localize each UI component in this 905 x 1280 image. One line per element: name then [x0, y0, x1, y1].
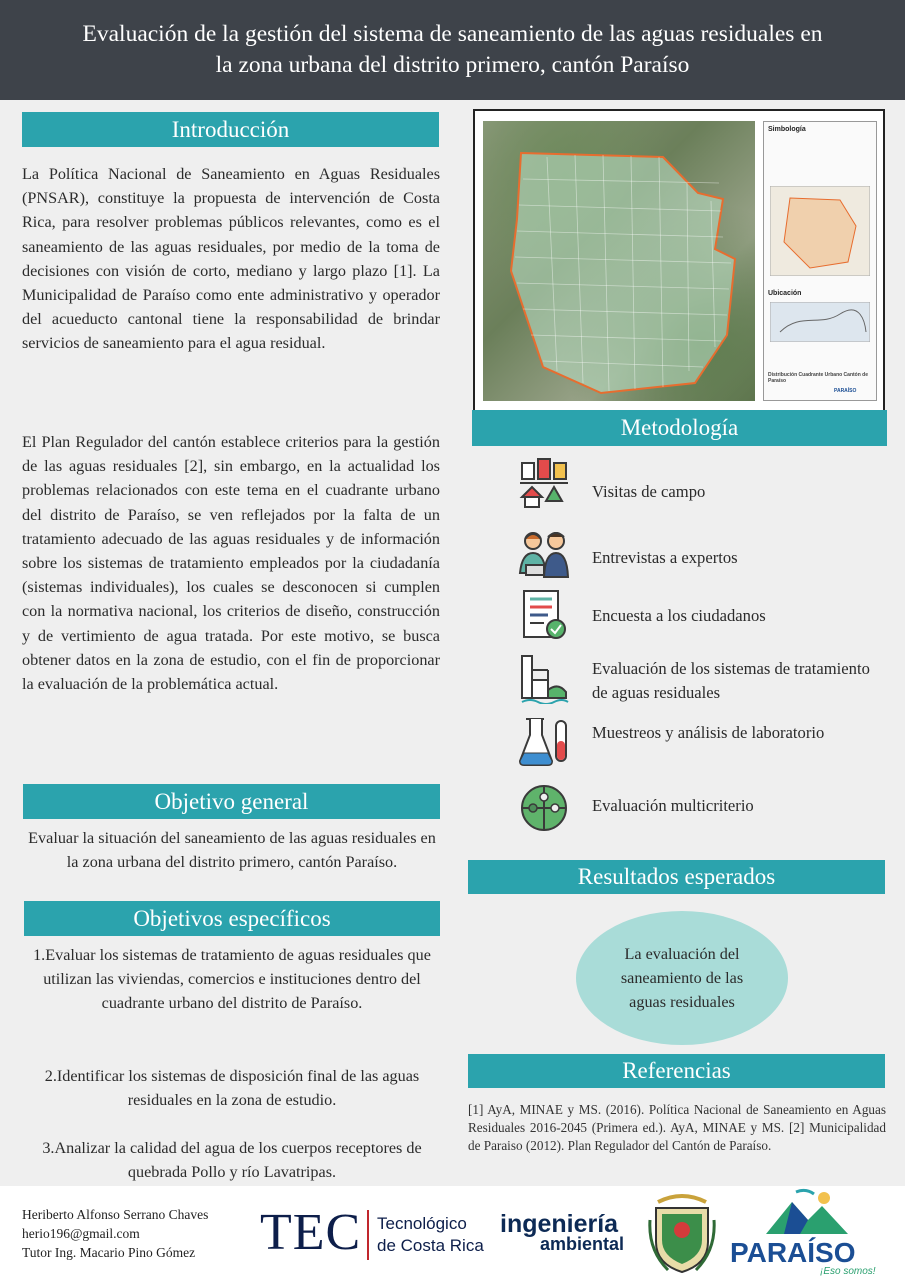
tutor-name: Tutor Ing. Macario Pino Gómez: [22, 1245, 196, 1260]
tec-logo-divider: [367, 1210, 369, 1260]
methodology-item-2: Entrevistas a expertos: [592, 548, 738, 567]
methodology-item-4: Evaluación de los sistemas de tratamiento de aguas residuales: [592, 659, 870, 702]
paraiso-slogan: ¡Eso somos!: [820, 1266, 876, 1277]
tec-logo: TEC: [260, 1204, 362, 1261]
title-line-2: la zona urbana del distrito primero, cantón Paraíso: [215, 52, 690, 78]
methodology-item-6: Evaluación multicriterio: [592, 796, 754, 815]
ingenieria-logo-line-2: ambiental: [540, 1234, 625, 1254]
puzzle-globe-icon: [518, 782, 570, 834]
results-heading: Resultados esperados: [468, 860, 885, 894]
inset-map: [770, 186, 870, 276]
satellite-map-image: [483, 121, 755, 401]
specific-objective-3: 3.Analizar la calidad del agua de los cuerpos receptores de quebrada Pollo y río Lavatripas.: [42, 1139, 422, 1182]
author-name: Heriberto Alfonso Serrano Chaves: [22, 1207, 209, 1222]
study-area-map: [473, 109, 885, 413]
legend-brand: PARAÍSO: [834, 388, 857, 394]
location-map: [770, 302, 870, 342]
map-legend: [763, 121, 877, 401]
paraiso-coat-of-arms-icon: [648, 1190, 716, 1276]
interview-icon: [518, 527, 570, 579]
intro-paragraph-2: El Plan Regulador del cantón establece criterios para la gestión de las aguas residuales [2], sin embargo, en la actualidad los problemas relacionados con este tema en el cuadrante urbano del distrito de Paraíso, se ven reflejados por la falta de un tratamiento adecuado de las aguas residuales y de información sobre los sistemas de tratamiento empleados por la ciudadanía (sistemas individuales), los cuales se desconocen si cumplen con la normativa nacional, los criterios de diseño, construcción y de vertimiento de agua tratada. Por este motivo, se busca obtener datos en la zona de estudio, con el fin de proporcionar la evaluación de la problemática actual.: [22, 433, 440, 694]
methodology-heading: Metodología: [472, 410, 887, 446]
methodology-item-3: Encuesta a los ciudadanos: [592, 606, 766, 625]
tec-name-line-1: Tecnológico: [377, 1214, 467, 1233]
methodology-item-1: Visitas de campo: [592, 482, 706, 501]
lab-flask-icon: [518, 715, 570, 767]
title-line-1: Evaluación de la gestión del sistema de saneamiento de las aguas residuales en: [82, 21, 823, 47]
treatment-plant-icon: [518, 652, 570, 704]
survey-icon: [518, 589, 570, 641]
legend-footer: Distribución Cuadrante Urbano Cantón de Paraíso: [768, 372, 869, 384]
tec-name-line-2: de Costa Rica: [377, 1236, 484, 1255]
specific-objective-1: 1.Evaluar los sistemas de tratamiento de aguas residuales que utilizan las viviendas, comercios e instituciones dentro del cuadrante urbano del distrito de Paraíso.: [33, 946, 431, 1013]
poster-title: [0, 0, 905, 100]
references-heading: Referencias: [468, 1054, 885, 1088]
paraiso-logo-icon: [762, 1188, 852, 1238]
intro-paragraph-1: La Política Nacional de Saneamiento en Aguas Residuales (PNSAR), constituye la propuesta de intervención de Costa Rica, para resolver problemas públicos relevantes, como es el saneamiento de las aguas residuales, por medio de la toma de decisiones con visión de corto, mediano y largo plazo [1]. La Municipalidad de Paraíso como ente administrativo y operador del acueducto cantonal tiene la responsabilidad de brindar servicios de saneamiento para el agua residual.: [22, 165, 440, 353]
specific-objective-2: 2.Identificar los sistemas de disposición final de las aguas residuales en la zona de estudio.: [44, 1067, 420, 1110]
legend-title: Simbología: [768, 126, 806, 133]
references-text: [1] AyA, MINAE y MS. (2016). Política Nacional de Saneamiento en Aguas Residuales 2016-2045 (Primera ed.). AyA, MINAE y MS. [2] Municipalidad de Paraiso (2012). Plan Regulador del Cantón de Paraíso.: [468, 1102, 886, 1154]
urban-quadrant-overlay: [483, 121, 755, 401]
legend-location: Ubicación: [768, 290, 802, 297]
intro-heading: Introducción: [22, 112, 439, 147]
general-objective-text: Evaluar la situación del saneamiento de las aguas residuales en la zona urbana del distrito primero, cantón Paraíso.: [28, 829, 436, 872]
ingenieria-logo-line-1: ingeniería: [500, 1210, 619, 1238]
general-objective-heading: Objetivo general: [23, 784, 440, 819]
methodology-item-5: Muestreos y análisis de laboratorio: [592, 723, 825, 742]
specific-objectives-heading: Objetivos específicos: [24, 901, 440, 936]
buildings-icon: [518, 457, 570, 509]
paraiso-wordmark: PARAÍSO: [730, 1237, 856, 1268]
results-text: La evaluación del saneamiento de las aguas residuales: [620, 944, 744, 1012]
author-email[interactable]: herio196@gmail.com: [22, 1226, 140, 1241]
results-ellipse: [576, 911, 788, 1045]
